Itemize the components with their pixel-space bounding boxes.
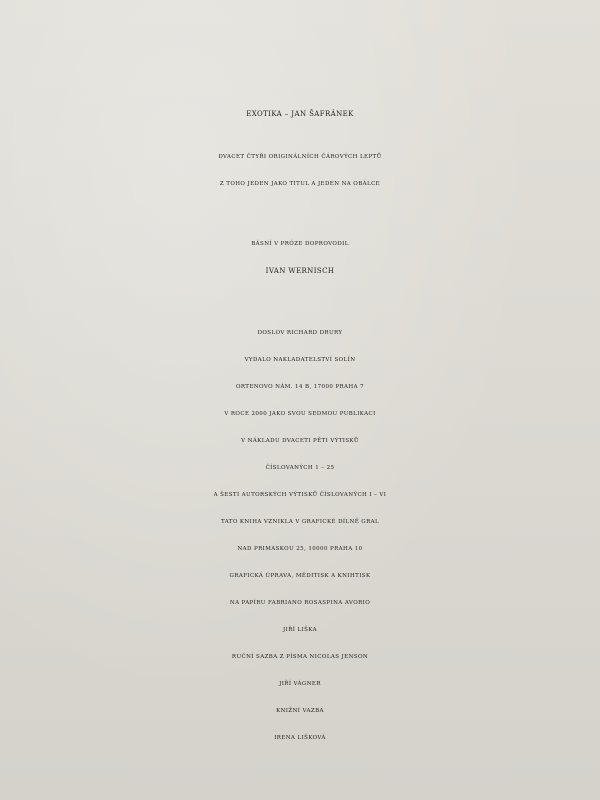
detail-line: TATO KNIHA VZNIKLA V GRAFICKÉ DÍLNĚ GRAL bbox=[220, 519, 380, 525]
subtitle-line-2: Z TOHO JEDEN JAKO TITUL A JEDEN NA OBÁLCE bbox=[219, 181, 381, 187]
detail-line: VYDALO NAKLADATELSTVÍ SOLÍN bbox=[244, 357, 356, 363]
detail-line: V NÁKLADU DVACETI PĚTI VÝTISKŮ bbox=[241, 438, 359, 444]
detail-line: GRAFICKÁ ÚPRAVA, MĚDITISK A KNIHTISK bbox=[229, 573, 371, 579]
detail-line: NA PAPÍRU FABRIANO ROSASPINA AVORIO bbox=[229, 600, 371, 606]
detail-line: V ROCE 2000 JAKO SVOU SEDMOU PUBLIKACI bbox=[224, 411, 376, 417]
detail-line: JIŘÍ LIŠKA bbox=[283, 627, 317, 633]
detail-line: KNIŽNÍ VAZBA bbox=[276, 708, 324, 714]
detail-line: ORTENOVO NÁM. 14 B, 17000 PRAHA 7 bbox=[235, 384, 365, 390]
prose-by-label: BÁSNÍ V PRÓZE DOPROVODIL bbox=[251, 241, 349, 247]
book-title: EXOTIKA – JAN ŠAFRÁNEK bbox=[246, 110, 354, 118]
subtitle-line-1: DVACET ČTYŘI ORIGINÁLNÍCH ČÁROVÝCH LEPTŮ bbox=[218, 154, 382, 160]
detail-line: ČÍSLOVANÝCH 1 – 25 bbox=[265, 465, 335, 471]
author-name: IVAN WERNISCH bbox=[265, 267, 335, 275]
detail-line: DOSLOV RICHARD DRURY bbox=[257, 330, 343, 336]
detail-line: NAD PRIMASKOU 25, 10000 PRAHA 10 bbox=[237, 546, 363, 552]
detail-line: IRENA LIŠKOVÁ bbox=[274, 735, 326, 741]
detail-line: A ŠESTI AUTORSKÝCH VÝTISKŮ ČÍSLOVANÝCH I – VI bbox=[213, 492, 387, 498]
detail-line: RUČNÍ SAZBA Z PÍSMA NICOLAS JENSON bbox=[231, 654, 369, 660]
detail-line: JIŘÍ VÁGNER bbox=[279, 681, 321, 687]
